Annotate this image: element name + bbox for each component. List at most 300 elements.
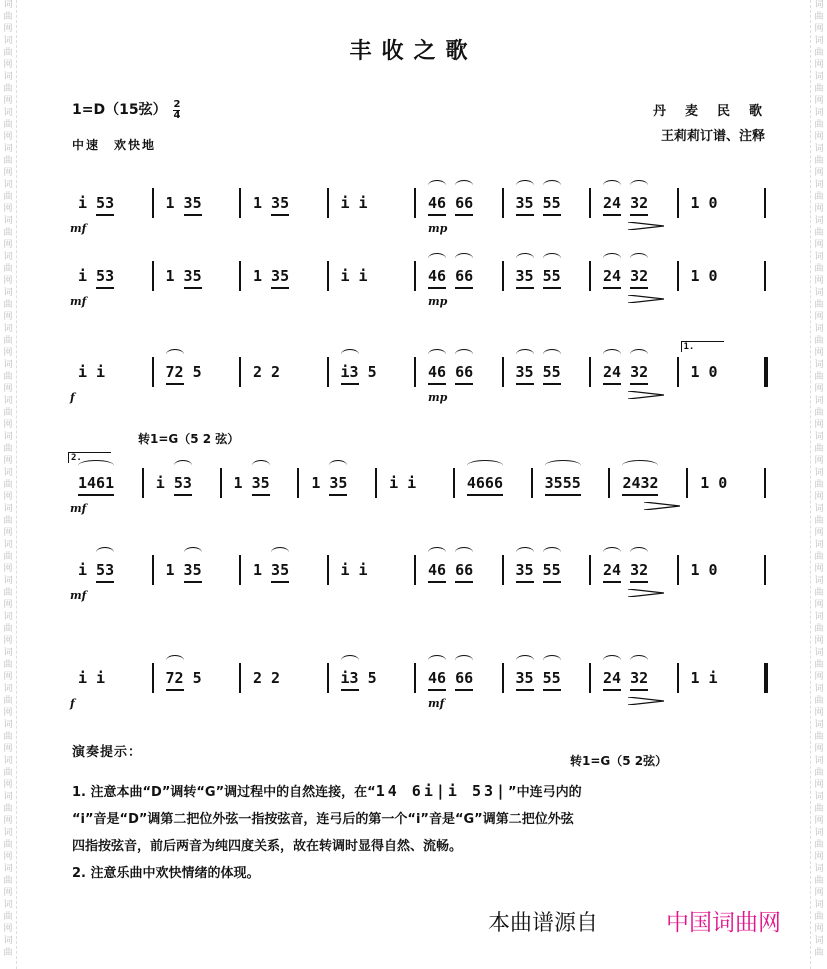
slur-arc [543,349,561,360]
watermark-glyph: 词 [814,828,824,838]
score-row [68,342,768,404]
slur-arc [630,547,648,558]
beam-line [329,494,347,496]
beam-line [166,689,184,691]
watermark-glyph: 网 [3,312,13,322]
measure-notes: i i [78,363,106,381]
beam-line [252,494,270,496]
barline [677,357,679,387]
watermark-left [0,0,17,969]
slur-arc [455,180,473,191]
measure-notes: 46 66 [428,194,474,212]
barline [142,468,144,498]
beam-line [455,581,473,583]
hairpin-decrescendo [628,391,664,399]
measure-notes: i3 5 [340,363,377,381]
measure-notes: 2 2 [253,363,281,381]
dynamic-marking: mp [428,295,448,308]
watermark-glyph: 网 [814,888,824,898]
watermark-glyph: 曲 [3,912,13,922]
dynamic-marking: mf [70,295,87,308]
slur-arc [271,547,289,558]
barline [764,261,766,291]
watermark-glyph: 曲 [814,840,824,850]
watermark-glyph: 曲 [3,840,13,850]
watermark-glyph: 网 [814,492,824,502]
beam-line [428,214,446,216]
watermark-glyph: 词 [3,288,13,298]
watermark-glyph: 词 [814,72,824,82]
barline [589,663,591,693]
watermark-glyph: 网 [814,528,824,538]
watermark-glyph: 词 [3,540,13,550]
barline [239,261,241,291]
measure-notes: 1 35 [253,561,290,579]
beam-line [184,581,202,583]
hairpin-decrescendo [628,295,664,303]
beam-line [174,494,192,496]
watermark-glyph: 词 [814,216,824,226]
watermark-glyph: 词 [814,504,824,514]
barline [453,468,455,498]
tip-2: 2. 注意乐曲中欢快情绪的体现。 [72,866,260,881]
watermark-glyph: 网 [3,348,13,358]
watermark-glyph: 网 [814,744,824,754]
barline [297,468,299,498]
watermark-glyph: 网 [814,204,824,214]
watermark-glyph: 词 [814,684,824,694]
beam-line [543,689,561,691]
watermark-glyph: 网 [814,420,824,430]
measure-notes: i 53 [78,561,115,579]
watermark-glyph: 词 [3,936,13,946]
measure-notes: i 53 [155,474,192,492]
barline [677,261,679,291]
watermark-glyph: 词 [3,432,13,442]
measure-notes: 1 0 [690,561,718,579]
watermark-glyph: 网 [3,240,13,250]
watermark-glyph: 词 [814,36,824,46]
slur-arc [516,180,534,191]
watermark-glyph: 词 [3,576,13,586]
watermark-glyph: 曲 [3,192,13,202]
watermark-glyph: 词 [814,468,824,478]
watermark-glyph: 词 [814,576,824,586]
measure-notes: 1 0 [690,363,718,381]
watermark-glyph: 曲 [3,804,13,814]
slur-arc [467,460,503,471]
slur-arc [455,655,473,666]
measure-notes: i 53 [78,194,115,212]
watermark-glyph: 网 [3,132,13,142]
beam-line [428,689,446,691]
slur-arc [516,349,534,360]
watermark-glyph: 词 [814,396,824,406]
watermark-glyph: 曲 [3,480,13,490]
dynamic-marking: mf [70,222,87,235]
watermark-glyph: 网 [814,312,824,322]
watermark-glyph: 曲 [3,372,13,382]
watermark-glyph: 网 [3,780,13,790]
watermark-glyph: 词 [3,144,13,154]
barline [327,555,329,585]
watermark-glyph: 曲 [3,12,13,22]
measure-notes: 24 32 [603,194,649,212]
measure-notes: 3555 [544,474,581,492]
source-label: 本曲谱源自 [488,911,599,936]
watermark-glyph: 曲 [3,264,13,274]
measure-notes: 46 66 [428,267,474,285]
slur-arc [252,460,270,471]
watermark-glyph: 曲 [814,120,824,130]
measure-notes: 46 66 [428,363,474,381]
watermark-glyph: 网 [3,456,13,466]
watermark-glyph: 网 [3,492,13,502]
barline [608,468,610,498]
watermark-glyph: 曲 [814,516,824,526]
watermark-glyph: 词 [814,252,824,262]
measure-notes: 1 35 [165,267,202,285]
tip-1-line-3: 四指按弦音，前后两音为纯四度关系，故在转调时显得自然、流畅。 [72,839,463,854]
watermark-glyph: 曲 [814,876,824,886]
watermark-glyph: 曲 [3,624,13,634]
brand-logo[interactable]: 中国词曲网 [666,910,781,936]
measure-notes: 46 66 [428,669,474,687]
watermark-glyph: 网 [3,420,13,430]
dynamic-marking: mf [70,589,87,602]
measure-notes: 72 5 [165,669,202,687]
volta-bracket: 1. [681,341,724,352]
watermark-glyph: 词 [814,540,824,550]
beam-line [271,287,289,289]
beam-line [516,214,534,216]
slur-arc [622,460,658,471]
barline [764,468,766,498]
measure-notes: i i [340,267,368,285]
watermark-glyph: 词 [3,36,13,46]
barline [375,468,377,498]
tip-1 [72,778,772,860]
watermark-glyph: 网 [814,276,824,286]
watermark-glyph: 网 [814,852,824,862]
beam-line [622,494,658,496]
watermark-glyph: 曲 [814,300,824,310]
watermark-glyph: 曲 [3,156,13,166]
measure-notes: 1 35 [165,194,202,212]
measure-notes: i i [340,561,368,579]
watermark-glyph: 词 [814,360,824,370]
measure-notes: 35 55 [515,561,561,579]
measure-notes: 24 32 [603,561,649,579]
beam-line [545,494,581,496]
watermark-glyph: 网 [3,384,13,394]
measure-notes: 35 55 [515,363,561,381]
measure-notes: i 53 [78,267,115,285]
watermark-glyph: 曲 [3,876,13,886]
song-title: 丰收之歌 [349,39,478,64]
watermark-glyph: 曲 [814,804,824,814]
watermark-glyph: 曲 [814,372,824,382]
watermark-glyph: 曲 [814,264,824,274]
tip-1-notes: 14 6i|i 53| [375,782,509,800]
watermark-glyph: 词 [814,324,824,334]
barline [414,555,416,585]
watermark-glyph: 曲 [814,228,824,238]
watermark-glyph: 词 [3,72,13,82]
watermark-glyph: 网 [814,240,824,250]
watermark-glyph: 曲 [3,660,13,670]
watermark-glyph: 词 [814,648,824,658]
watermark-glyph: 网 [814,132,824,142]
barline [502,188,504,218]
slur-arc [341,349,359,360]
measure-notes: 35 55 [515,194,561,212]
watermark-glyph: 词 [814,144,824,154]
barline [764,663,768,693]
slur-arc [428,547,446,558]
beam-line [455,383,473,385]
watermark-glyph: 曲 [3,120,13,130]
key-label: 1=D（15弦） [72,102,167,118]
watermark-glyph: 曲 [3,588,13,598]
beam-line [516,581,534,583]
hairpin-decrescendo [628,697,664,705]
watermark-glyph: 曲 [814,156,824,166]
watermark-glyph: 词 [814,288,824,298]
watermark-glyph: 网 [3,924,13,934]
measure-notes: 1 i [690,669,718,687]
watermark-glyph: 曲 [3,552,13,562]
measure-notes: 1 0 [690,194,718,212]
watermark-glyph: 曲 [814,768,824,778]
beam-line [603,287,621,289]
tempo-marking: 中速 欢快地 [72,138,157,152]
barline [414,357,416,387]
watermark-glyph: 词 [814,864,824,874]
tip-1-lead: 1. 注意本曲“D”调转“G”调过程中的自然连接，在“ [72,785,376,800]
barline [152,188,154,218]
watermark-glyph: 词 [814,900,824,910]
measure-notes: i i [340,194,368,212]
barline [414,663,416,693]
time-bottom: 4 [173,109,181,121]
slur-arc [329,460,347,471]
beam-line [516,689,534,691]
measure-notes: 2432 [622,474,659,492]
watermark-glyph: 词 [814,612,824,622]
watermark-glyph: 词 [3,828,13,838]
measure-notes: 1461 [78,474,115,492]
barline [414,188,416,218]
watermark-glyph: 曲 [814,732,824,742]
watermark-glyph: 网 [3,888,13,898]
barline [502,357,504,387]
barline [764,188,766,218]
key-signature [72,99,180,121]
watermark-glyph: 网 [814,348,824,358]
watermark-glyph: 网 [814,708,824,718]
slur-arc [543,655,561,666]
beam-line [428,581,446,583]
beam-line [603,689,621,691]
measure-notes: 35 55 [515,669,561,687]
measure-notes: 24 32 [603,267,649,285]
beam-line [467,494,503,496]
beam-line [271,581,289,583]
watermark-glyph: 网 [3,600,13,610]
dynamic-marking: mf [70,502,87,515]
watermark-glyph: 曲 [3,300,13,310]
slur-arc [166,349,184,360]
beam-line [96,287,114,289]
slur-arc [516,547,534,558]
barline [502,261,504,291]
watermark-glyph: 曲 [814,480,824,490]
watermark-glyph: 网 [3,816,13,826]
watermark-glyph: 词 [3,216,13,226]
measure-notes: i i [78,669,106,687]
composer-credit: 丹 麦 民 歌 [652,104,765,119]
watermark-glyph: 词 [3,684,13,694]
watermark-right [810,0,827,969]
watermark-glyph: 网 [3,96,13,106]
beam-line [96,214,114,216]
barline [677,555,679,585]
measure-notes: i i [389,474,417,492]
beam-line [630,689,648,691]
beam-line [455,214,473,216]
slur-arc [603,180,621,191]
slur-arc [428,655,446,666]
watermark-glyph: 词 [3,468,13,478]
slur-arc [96,547,114,558]
barline [239,188,241,218]
watermark-glyph: 网 [3,636,13,646]
slur-arc [630,180,648,191]
watermark-glyph: 词 [3,180,13,190]
slur-arc [603,547,621,558]
watermark-glyph: 词 [3,612,13,622]
measure-notes: 1 35 [233,474,270,492]
slur-arc [428,349,446,360]
watermark-glyph: 词 [3,648,13,658]
watermark-glyph: 网 [3,24,13,34]
barline [677,188,679,218]
slur-arc [630,655,648,666]
measure-notes: 1 35 [253,194,290,212]
watermark-glyph: 词 [3,252,13,262]
watermark-glyph: 曲 [814,192,824,202]
beam-line [543,383,561,385]
watermark-glyph: 网 [814,600,824,610]
measure-notes: 1 35 [311,474,348,492]
watermark-glyph: 词 [3,900,13,910]
score-row [68,663,768,710]
barline [220,468,222,498]
score-row [68,188,768,235]
tip-1-line-1 [72,778,772,806]
watermark-glyph: 网 [3,204,13,214]
beam-line [455,689,473,691]
watermark-glyph: 网 [3,672,13,682]
watermark-glyph: 曲 [814,948,824,958]
beam-line [603,383,621,385]
watermark-glyph: 网 [3,168,13,178]
watermark-glyph: 曲 [814,336,824,346]
barline [327,188,329,218]
time-signature [173,100,180,121]
watermark-glyph: 网 [814,564,824,574]
beam-line [603,581,621,583]
dynamic-marking: mf [428,697,445,710]
slur-arc [455,253,473,264]
beam-line [516,287,534,289]
watermark-glyph: 词 [3,0,13,10]
barline [152,261,154,291]
watermark-glyph: 曲 [3,84,13,94]
watermark-glyph: 词 [3,360,13,370]
hairpin-decrescendo [628,589,664,597]
slur-arc [341,655,359,666]
beam-line [96,581,114,583]
beam-line [630,287,648,289]
measure-notes: i3 5 [340,669,377,687]
hairpin-decrescendo [628,222,664,230]
watermark-glyph: 曲 [814,588,824,598]
slur-arc [455,547,473,558]
beam-line [630,214,648,216]
watermark-glyph: 曲 [3,336,13,346]
watermark-glyph: 曲 [814,552,824,562]
watermark-glyph: 网 [814,636,824,646]
volta-bracket: 2. [68,452,111,463]
measure-notes: 1 35 [165,561,202,579]
watermark-glyph: 网 [814,96,824,106]
watermark-glyph: 词 [3,324,13,334]
barline [589,357,591,387]
measure-notes: 1 35 [253,267,290,285]
beam-line [166,383,184,385]
watermark-glyph: 网 [3,60,13,70]
beam-line [78,494,114,496]
barline [152,663,154,693]
slur-arc [184,547,202,558]
watermark-glyph: 曲 [814,408,824,418]
beam-line [543,214,561,216]
watermark-glyph: 曲 [3,48,13,58]
beam-line [543,287,561,289]
watermark-glyph: 网 [814,672,824,682]
beam-line [516,383,534,385]
watermark-glyph: 网 [3,528,13,538]
watermark-glyph: 网 [814,24,824,34]
watermark-glyph: 网 [3,708,13,718]
watermark-glyph: 网 [3,276,13,286]
measure-notes: 24 32 [603,363,649,381]
watermark-glyph: 网 [814,780,824,790]
watermark-glyph: 曲 [3,768,13,778]
barline [589,261,591,291]
watermark-glyph: 网 [814,816,824,826]
beam-line [630,383,648,385]
watermark-glyph: 网 [814,384,824,394]
watermark-glyph: 曲 [814,696,824,706]
watermark-glyph: 词 [3,792,13,802]
beam-line [184,214,202,216]
watermark-glyph: 网 [814,168,824,178]
watermark-glyph: 词 [814,936,824,946]
barline [502,663,504,693]
